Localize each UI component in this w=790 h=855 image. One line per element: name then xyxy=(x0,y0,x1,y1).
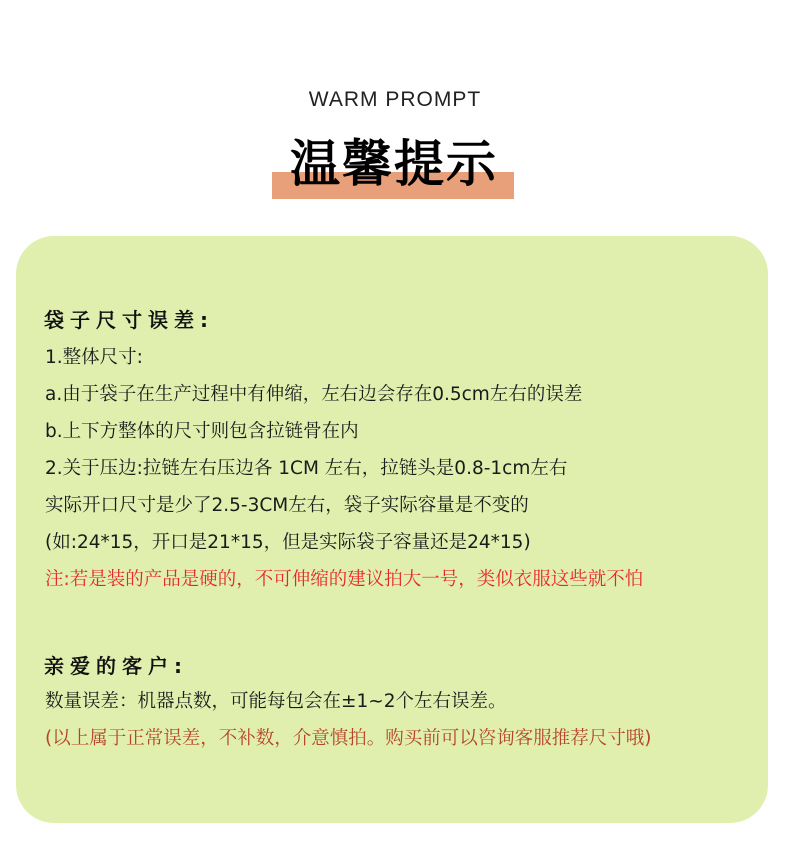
size-error-line-4: 2.关于压边:拉链左右压边各 1CM 左右，拉链头是0.8-1cm左右 xyxy=(45,458,568,479)
size-error-line-6: (如:24*15，开口是21*15，但是实际袋子容量还是24*15) xyxy=(45,532,531,553)
size-error-note: 注:若是装的产品是硬的，不可伸缩的建议拍大一号，类似衣服这些就不怕 xyxy=(45,569,644,590)
customer-note: (以上属于正常误差，不补数，介意慎拍。购买前可以咨询客服推荐尺寸哦) xyxy=(45,728,652,749)
customer-heading: 亲爱的客户: xyxy=(44,654,188,678)
size-error-line-3: b.上下方整体的尺寸则包含拉链骨在内 xyxy=(45,421,359,442)
size-error-line-2: a.由于袋子在生产过程中有伸缩，左右边会存在0.5cm左右的误差 xyxy=(45,384,583,405)
quantity-error-line: 数量误差：机器点数，可能每包会在±1~2个左右误差。 xyxy=(45,691,507,712)
size-error-line-5: 实际开口尺寸是少了2.5-3CM左右，袋子实际容量是不变的 xyxy=(45,495,529,516)
size-error-line-1: 1.整体尺寸: xyxy=(45,347,143,368)
title-block xyxy=(272,133,516,199)
page-title: 温馨提示 xyxy=(290,135,498,193)
size-error-heading: 袋子尺寸误差: xyxy=(44,308,214,332)
warm-prompt-eyebrow: WARM PROMPT xyxy=(308,88,482,111)
